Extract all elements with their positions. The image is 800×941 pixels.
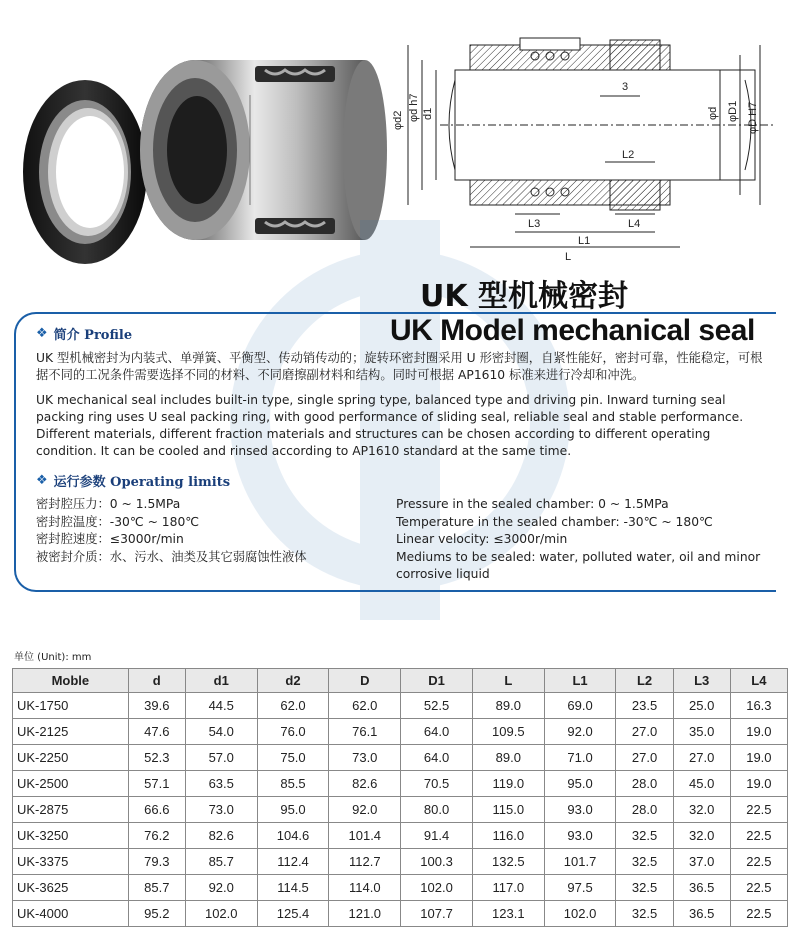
value-cell: 28.0 — [616, 797, 673, 823]
table-row — [13, 771, 788, 797]
value-cell: 64.0 — [401, 719, 473, 745]
value-cell: 23.5 — [616, 693, 673, 719]
title-cn: UK 型机械密封 — [420, 279, 629, 314]
table-row — [13, 901, 788, 927]
table-header-row — [13, 669, 788, 693]
profile-heading: ❖ 简介 Profile — [36, 326, 133, 343]
model-cell: UK-3625 — [13, 875, 129, 901]
value-cell: 76.1 — [329, 719, 401, 745]
dim-L4-label: L4 — [628, 218, 641, 230]
value-cell: 92.0 — [544, 719, 616, 745]
limits-en-list — [396, 496, 766, 584]
value-cell: 32.5 — [616, 901, 673, 927]
value-cell: 19.0 — [730, 771, 787, 797]
value-cell: 97.5 — [544, 875, 616, 901]
value-cell: 112.7 — [329, 849, 401, 875]
value-cell: 57.0 — [185, 745, 257, 771]
value-cell: 22.5 — [730, 875, 787, 901]
dim-d-label: φd — [707, 106, 719, 120]
col-header: D — [329, 669, 401, 693]
value-cell: 22.5 — [730, 797, 787, 823]
col-header: L — [472, 669, 544, 693]
product-header — [0, 0, 800, 290]
value-cell: 36.5 — [673, 901, 730, 927]
value-cell: 114.0 — [329, 875, 401, 901]
diamond-bullet-icon: ❖ — [36, 473, 48, 488]
model-cell: UK-4000 — [13, 901, 129, 927]
dim-DH7-label: φD H7 — [747, 101, 759, 134]
value-cell: 101.7 — [544, 849, 616, 875]
value-cell: 22.5 — [730, 901, 787, 927]
value-cell: 89.0 — [472, 693, 544, 719]
table-row — [13, 719, 788, 745]
value-cell: 32.5 — [616, 849, 673, 875]
dim-D1-label: φD1 — [727, 100, 739, 122]
dim-d1-label: d1 — [422, 107, 434, 120]
value-cell: 57.1 — [128, 771, 185, 797]
value-cell: 79.3 — [128, 849, 185, 875]
value-cell: 36.5 — [673, 875, 730, 901]
dim-dh7-label: φd h7 — [408, 93, 420, 122]
model-cell: UK-2250 — [13, 745, 129, 771]
value-cell: 123.1 — [472, 901, 544, 927]
unit-label: 单位 (Unit): mm — [14, 652, 92, 663]
diamond-bullet-icon: ❖ — [36, 326, 48, 341]
model-cell: UK-3250 — [13, 823, 129, 849]
value-cell: 104.6 — [257, 823, 329, 849]
value-cell: 109.5 — [472, 719, 544, 745]
value-cell: 66.6 — [128, 797, 185, 823]
col-header: L2 — [616, 669, 673, 693]
value-cell: 89.0 — [472, 745, 544, 771]
table-row — [13, 745, 788, 771]
value-cell: 100.3 — [401, 849, 473, 875]
value-cell: 107.7 — [401, 901, 473, 927]
value-cell: 27.0 — [616, 745, 673, 771]
value-cell: 91.4 — [401, 823, 473, 849]
value-cell: 44.5 — [185, 693, 257, 719]
value-cell: 47.6 — [128, 719, 185, 745]
value-cell: 92.0 — [329, 797, 401, 823]
model-cell: UK-3375 — [13, 849, 129, 875]
table-row — [13, 823, 788, 849]
value-cell: 39.6 — [128, 693, 185, 719]
value-cell: 22.5 — [730, 849, 787, 875]
value-cell: 102.0 — [185, 901, 257, 927]
value-cell: 85.7 — [185, 849, 257, 875]
value-cell: 82.6 — [329, 771, 401, 797]
info-panel — [14, 312, 776, 592]
profile-text-cn: UK 型机械密封为内装式、单弹簧、平衡型、传动销传动的；旋转环密封圈采用 U 形密封圈，自紧性能好，密封可靠，性能稳定，可根据不同的工况条件需要选择不同的材料、不同磨擦副材料和结构。同时可根据 AP1610 标准来进行冷却和冲洗。 — [36, 351, 763, 382]
value-cell: 28.0 — [616, 771, 673, 797]
value-cell: 95.0 — [544, 771, 616, 797]
value-cell: 70.5 — [401, 771, 473, 797]
col-header: d — [128, 669, 185, 693]
dim-L2-label: L2 — [622, 149, 635, 161]
value-cell: 82.6 — [185, 823, 257, 849]
value-cell: 93.0 — [544, 823, 616, 849]
table-row — [13, 693, 788, 719]
dim-3-label: 3 — [622, 81, 629, 93]
dim-L3-label: L3 — [528, 218, 541, 230]
limit-en-medium: Mediums to be sealed: water, polluted water, oil and minor corrosive liquid — [396, 549, 761, 581]
value-cell: 32.5 — [616, 823, 673, 849]
value-cell: 95.2 — [128, 901, 185, 927]
value-cell: 112.4 — [257, 849, 329, 875]
limit-en-velocity: Linear velocity: ≤3000r/min — [396, 532, 568, 546]
value-cell: 62.0 — [257, 693, 329, 719]
dim-L1-label: L1 — [578, 235, 591, 247]
value-cell: 63.5 — [185, 771, 257, 797]
value-cell: 19.0 — [730, 719, 787, 745]
value-cell: 76.2 — [128, 823, 185, 849]
value-cell: 132.5 — [472, 849, 544, 875]
value-cell: 35.0 — [673, 719, 730, 745]
limit-cn-pressure: 密封腔压力：0 ~ 1.5MPa — [36, 497, 181, 511]
col-header: L4 — [730, 669, 787, 693]
value-cell: 37.0 — [673, 849, 730, 875]
limit-en-pressure: Pressure in the sealed chamber: 0 ~ 1.5MPa — [396, 497, 669, 511]
value-cell: 95.0 — [257, 797, 329, 823]
limit-cn-temperature: 密封腔温度：-30℃ ~ 180℃ — [36, 514, 200, 529]
value-cell: 45.0 — [673, 771, 730, 797]
limit-cn-medium: 被密封介质：水、污水、油类及其它弱腐蚀性液体 — [36, 549, 307, 564]
dim-d2-label: φd2 — [392, 110, 404, 130]
profile-text-en: UK mechanical seal includes built-in type, single spring type, balanced type and driving pin. Inward turning seal packing ring uses U seal packing ring, with good performance of sliding seal, reliable seal and stable performance. Different materials, different fraction materials and structures can be chosen according to different operating condition. It can be cooled and rinsed according to AP1610 standard at the same time. — [36, 393, 744, 458]
value-cell: 116.0 — [472, 823, 544, 849]
value-cell: 71.0 — [544, 745, 616, 771]
col-header: D1 — [401, 669, 473, 693]
limits-heading: ❖ 运行参数 Operating limits — [36, 473, 231, 490]
col-header: d1 — [185, 669, 257, 693]
technical-drawing — [408, 38, 775, 247]
value-cell: 85.5 — [257, 771, 329, 797]
value-cell: 27.0 — [673, 745, 730, 771]
col-header: L3 — [673, 669, 730, 693]
value-cell: 22.5 — [730, 823, 787, 849]
dim-L-label: L — [565, 251, 572, 263]
value-cell: 32.0 — [673, 797, 730, 823]
col-header: L1 — [544, 669, 616, 693]
value-cell: 25.0 — [673, 693, 730, 719]
value-cell: 76.0 — [257, 719, 329, 745]
col-header: Moble — [13, 669, 129, 693]
value-cell: 73.0 — [185, 797, 257, 823]
title-en: UK Model mechanical seal — [390, 314, 755, 347]
value-cell: 102.0 — [544, 901, 616, 927]
limits-cn-list — [36, 496, 396, 566]
table-row — [13, 875, 788, 901]
value-cell: 114.5 — [257, 875, 329, 901]
value-cell: 119.0 — [472, 771, 544, 797]
value-cell: 64.0 — [401, 745, 473, 771]
table-row — [13, 797, 788, 823]
value-cell: 75.0 — [257, 745, 329, 771]
seal-ring-photo — [23, 80, 147, 264]
seal-body-photo — [140, 60, 387, 240]
value-cell: 92.0 — [185, 875, 257, 901]
spec-table — [12, 668, 788, 927]
model-cell: UK-2875 — [13, 797, 129, 823]
limit-en-temperature: Temperature in the sealed chamber: -30℃ ~ 180℃ — [396, 514, 713, 529]
model-cell: UK-2125 — [13, 719, 129, 745]
value-cell: 117.0 — [472, 875, 544, 901]
model-cell: UK-1750 — [13, 693, 129, 719]
value-cell: 69.0 — [544, 693, 616, 719]
value-cell: 16.3 — [730, 693, 787, 719]
value-cell: 101.4 — [329, 823, 401, 849]
value-cell: 73.0 — [329, 745, 401, 771]
value-cell: 52.3 — [128, 745, 185, 771]
col-header: d2 — [257, 669, 329, 693]
value-cell: 54.0 — [185, 719, 257, 745]
value-cell: 62.0 — [329, 693, 401, 719]
value-cell: 85.7 — [128, 875, 185, 901]
value-cell: 27.0 — [616, 719, 673, 745]
value-cell: 93.0 — [544, 797, 616, 823]
product-illustration — [0, 0, 800, 290]
value-cell: 32.0 — [673, 823, 730, 849]
model-cell: UK-2500 — [13, 771, 129, 797]
table-row — [13, 849, 788, 875]
value-cell: 121.0 — [329, 901, 401, 927]
value-cell: 52.5 — [401, 693, 473, 719]
value-cell: 125.4 — [257, 901, 329, 927]
limit-cn-velocity: 密封腔速度：≤3000r/min — [36, 532, 184, 546]
value-cell: 102.0 — [401, 875, 473, 901]
value-cell: 19.0 — [730, 745, 787, 771]
value-cell: 32.5 — [616, 875, 673, 901]
value-cell: 80.0 — [401, 797, 473, 823]
value-cell: 115.0 — [472, 797, 544, 823]
